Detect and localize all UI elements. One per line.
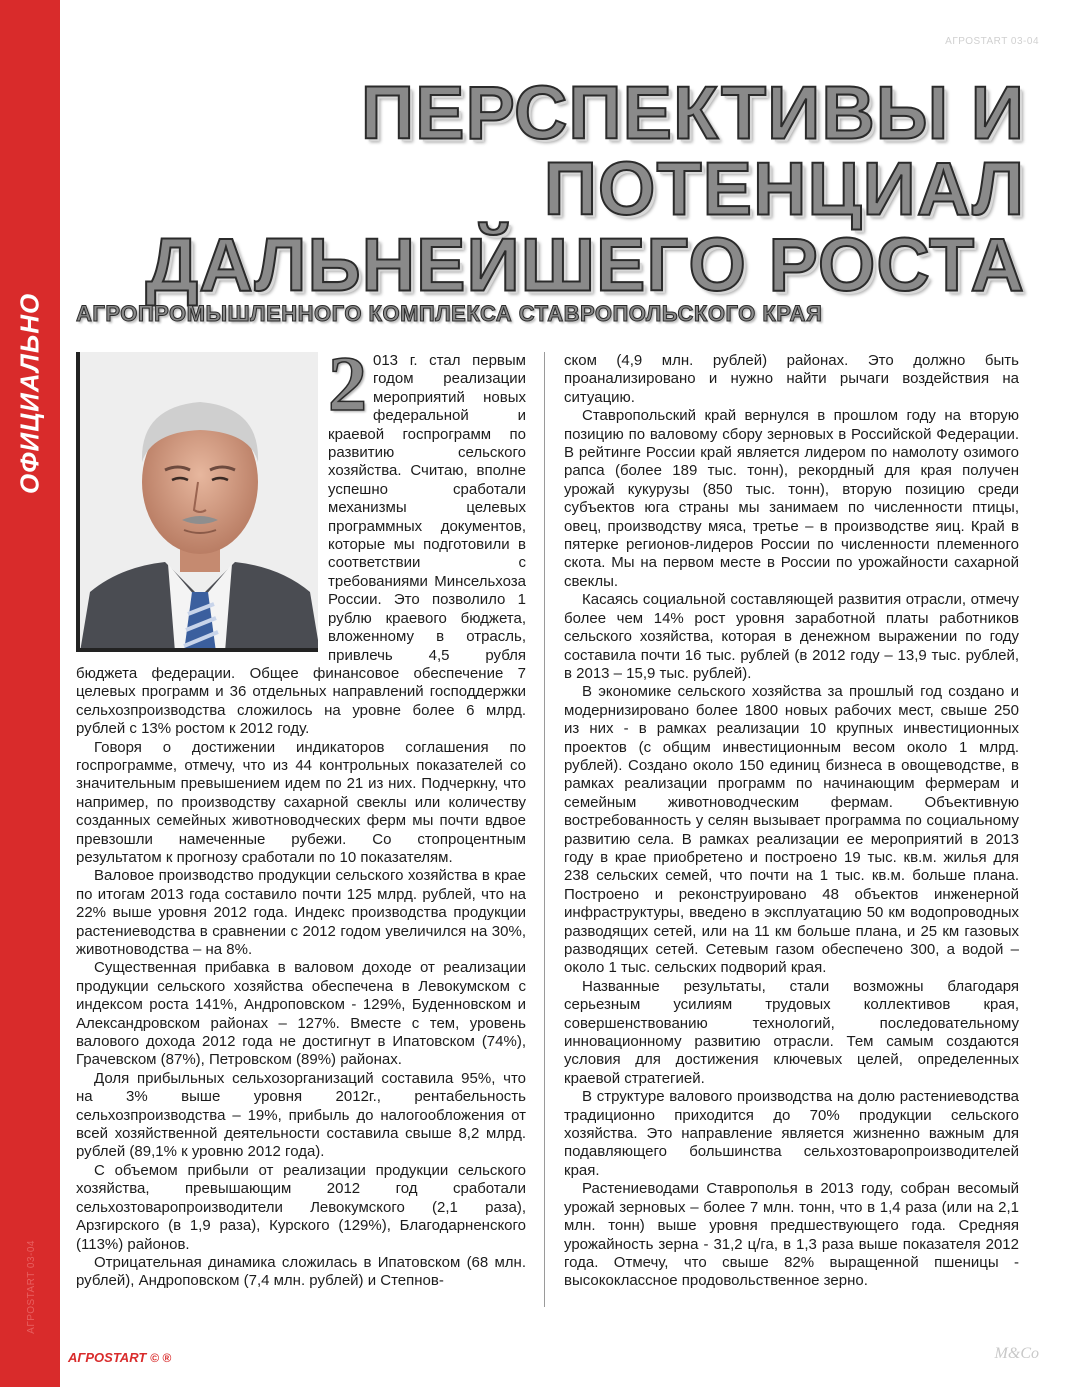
paragraph: Валовое производство продукции сельского хозяйства в крае по итогам 2013 года составило почти 125 млрд. рублей, что на 22% выше уровня 2012 года. Индекс производства продукции растениеводства в сравнении с 2012 годом увеличился на 30%, животноводства – на 8%.: [76, 867, 526, 958]
section-label: ОФИЦИАЛЬНО: [14, 292, 45, 494]
paragraph: Ставропольский край вернулся в прошлом году на вторую позицию по валовому сбору зерновых в Российской Федерации. В рейтинге России край является лидером по намолоту озимого рапса (более 189 тыс. тонн), рекордный для края получен урожай кукурузы (850 тыс. тонн), вторую позицию среди субъектов юга страны мы занимаем по численности птицы, овец, производству мяса, третье – в производстве яиц. Край в пятерке регионов-лидеров России по численности племенного скота. Мы на первом месте в России по урожайности сахарной свеклы.: [564, 407, 1019, 590]
section-sidebar-bar: [0, 0, 60, 1387]
paragraph: Названные результаты, стали возможны благодаря серьезным усилиям трудовых коллективов края, совершенствованию технологий, последовательному инновационному развитию отрасли. Тем самым создаются условия для достижения ключевых целей, определенных краевой стратегией.: [564, 977, 1019, 1087]
logo-part: START: [104, 1350, 147, 1365]
paragraph: Растениеводами Ставрополья в 2013 году, собран весомый урожай зерновых – более 7 млн. тонн, что в 1,4 раза (или на 2,1 млн. тонн) выше уровня предшествующего года. Средняя урожайность зерна - 31,2 ц/га, в 1,3 раза выше показателя 2012 года. Отмечу, что свыше 82% выращенной пшеницы - высококлассное продовольственное зерно.: [564, 1180, 1019, 1290]
article-column-left: [76, 340, 526, 1291]
author-portrait-photo: [76, 352, 318, 652]
paragraph: Доля прибыльных сельхозорганизаций составила 95%, что на 3% выше уровня 2012г., рентабельность сельхозпроизводства – 19%, прибыль до налогообложения от всей хозяйственной деятельности составила свыше 8,2 млрд. рублей (89,1% к уровню 2012 года).: [76, 1069, 526, 1161]
subheadline: АГРОПРОМЫШЛЕННОГО КОМПЛЕКСА СТАВРОПОЛЬСКОГО КРАЯ: [76, 301, 823, 326]
headline-line-1: ПЕРСПЕКТИВЫ И: [360, 70, 1025, 155]
headline-line-2: ПОТЕНЦИАЛ: [543, 146, 1025, 231]
drop-cap: 2: [328, 340, 367, 427]
issue-label-side: АГРОSTART 03-04: [26, 1240, 37, 1334]
paragraph: Существенная прибавка в валовом доходе от реализации продукции сельского хозяйства обеспечена в Левокумском с индексом роста 141%, Андроповском - 129%, Буденновском и Александровском районах – 127%. Вместе с тем, уровень валового дохода 2012 года не достигнут в Ипатовском (74%), Грачевском (87%), Петровском (89%) районах.: [76, 959, 526, 1069]
article-column-right: [564, 352, 1019, 1291]
logo-part: АГРО: [68, 1350, 105, 1365]
paragraph: Касаясь социальной составляющей развития отрасли, отмечу более чем 14% рост уровня заработной платы работников сельского хозяйства, которая в денежном выражении по году составила почти 16 тыс. рублей (в 2012 году – 13,9 тыс. рублей, в 2013 – 15,9 тыс. рублей).: [564, 591, 1019, 682]
issue-label-top: АГРОSTART 03-04: [945, 36, 1039, 47]
paragraph: 013 г. стал первым годом реализации мероприятий новых федеральной и краевой госпрограмм по развитию сельского хозяйства. Считаю, вполне успешно сработали механизмы целевых программных документов, которые мы подготовили в соответствии с требованиями Минсельхоза России. Это позволило 1 рублю краевого бюджета, вложенному в отрасль, привлечь 4,5 рубля бюджета федерации. Общее финансовое обеспечение 7 целевых программ и 36 отдельных направлений господдержки сельхозпроизводства сложилось на уровне более 6 млрд. рублей с 13% ростом к 2012 году.: [76, 352, 526, 738]
headline-line-3: ДАЛЬНЕЙШЕГО РОСТА: [145, 222, 1025, 307]
magazine-logo: [68, 1350, 171, 1365]
paragraph: В экономике сельского хозяйства за прошлый год создано и модернизировано более 1800 новых рабочих мест, свыше 250 из них - в рамках реализации 10 крупных инвестиционных проектов (с общим инвестиционным весом около 1 млрд. рублей). Создано около 150 единиц бизнеса в овощеводстве, в рамках реализации программ по начинающим фермерам и семейным животноводческим фермам. Объективную востребованность у селян вызывает программа по социальному развитию села. В рамках реализации ее мероприятий в 2013 году в крае приобретено и построено 19 тыс. кв.м. жилья для 238 сельских семей, что почти на 1 тыс. кв.м. больше плана. Построено и реконструировано 48 объектов инженерной инфраструктуры, введено в эксплуатацию 50 км водопроводных разводящих сетей, или на 11 км больше плана, и 25 км газовых разводящих сетей. Сетевым газом обеспечено 300, а водой – около 1 тыс. сельских подворий края.: [564, 683, 1019, 977]
logo-marks: © ®: [150, 1351, 172, 1365]
publisher-signature: M&Co: [994, 1345, 1039, 1362]
paragraph: В структуре валового производства на долю растениеводства традиционно приходится до 70% продукции сельского хозяйства. Это направление является жизненно важным для подавляющего большинства сельхозтоваропроизводителей края.: [564, 1088, 1019, 1179]
portrait-illustration: [80, 352, 318, 652]
paragraph: Отрицательная динамика сложилась в Ипатовском (68 млн. рублей), Андроповском (7,4 млн. рублей) и Степнов-: [76, 1253, 526, 1290]
paragraph: Говоря о достижении индикаторов соглашения по госпрограмме, отмечу, что из 44 контрольных показателей со значительным превышением идем по 21 из них. Подчеркну, что например, по производству сахарной свеклы или количеству созданных семейных животноводческих ферм мы почти вдвое превзошли намеченные рубежи. Со стопроцентным результатом к прогнозу сработали по 10 показателям.: [76, 738, 526, 866]
paragraph: ском (4,9 млн. рублей) районах. Это должно быть проанализировано и нужно найти рычаги воздействия на ситуацию.: [564, 352, 1019, 406]
column-divider: [544, 352, 545, 1307]
paragraph: С объемом прибыли от реализации продукции сельского хозяйства, превышающим 2012 год сработали сельхозтоваропроизводители Левокумского (2,1 раза), Арзгирского (в 1,9 раза), Курского (129%), Благодарненского (113%) районов.: [76, 1161, 526, 1253]
